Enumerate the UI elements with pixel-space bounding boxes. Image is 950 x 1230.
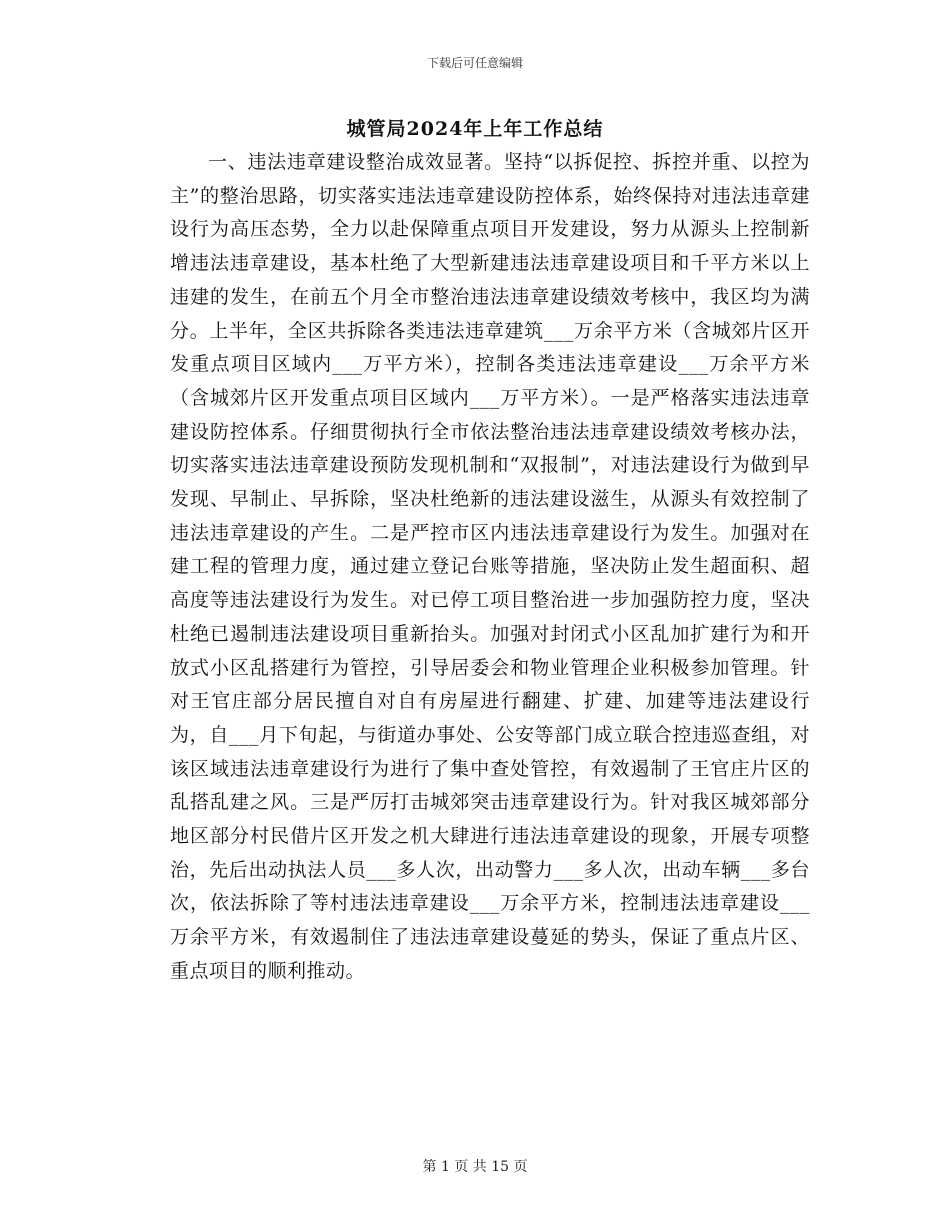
- page-number: 第 1 页 共 15 页: [422, 1159, 528, 1175]
- document-title: 城管局2024年上年工作总结: [346, 118, 604, 140]
- page-header-note: 下载后可任意编辑: [426, 56, 523, 70]
- body-paragraph: 一、违法违章建设整治成效显著。坚持“以拆促控、拆控并重、以控为主”的整治思路，切实落实违法违章建设防控体系，始终保持对违法违章建设行为高压态势，全力以赴保障重点项目开发建设，努力从源头上控制新增违法违章建设，基本杜绝了大型新建违法违章建设项目和千平方米以上违建的发生，在前五个月全市整治违法违章建设绩效考核中，我区均为满分。上半年，全区共拆除各类违法违章建筑___万余平方米（含城郊片区开发重点项目区域内___万平方米），控制各类违法违章建设___万余平方米（含城郊片区开发重点项目区域内___万平方米）。一是严格落实违法违章建设防控体系。仔细贯彻执行全市依法整治违法违章建设绩效考核办法，切实落实违法违章建设预防发现机制和“双报制”，对违法建设行为做到早发现、早制止、早拆除，坚决杜绝新的违法建设滋生，从源头有效控制了违法违章建设的产生。二是严控市区内违法违章建设行为发生。加强对在建工程的管理力度，通过建立登记台账等措施，坚决防止发生超面积、超高度等违法建设行为发生。对已停工项目整治进一步加强防控力度，坚决杜绝已遏制违法建设项目重新抬头。加强对封闭式小区乱加扩建行为和开放式小区乱搭建行为管控，引导居委会和物业管理企业积极参加管理。针对王官庄部分居民擅自对自有房屋进行翻建、扩建、加建等违法建设行为，自___月下旬起，与街道办事处、公安等部门成立联合控违巡查组，对该区域违法违章建设行为进行了集中查处管控，有效遏制了王官庄片区的乱搭乱建之风。三是严厉打击城郊突击违章建设行为。针对我区城郊部分地区部分村民借片区开发之机大肆进行违法违章建设的现象，开展专项整治，先后出动执法人员___多人次，出动警力___多人次，出动车辆___多台次，依法拆除了等村违法违章建设___万余平方米，控制违法违章建设___万余平方米，有效遏制住了违法违章建设蔓延的势头，保证了重点片区、重点项目的顺利推动。: [170, 151, 810, 982]
